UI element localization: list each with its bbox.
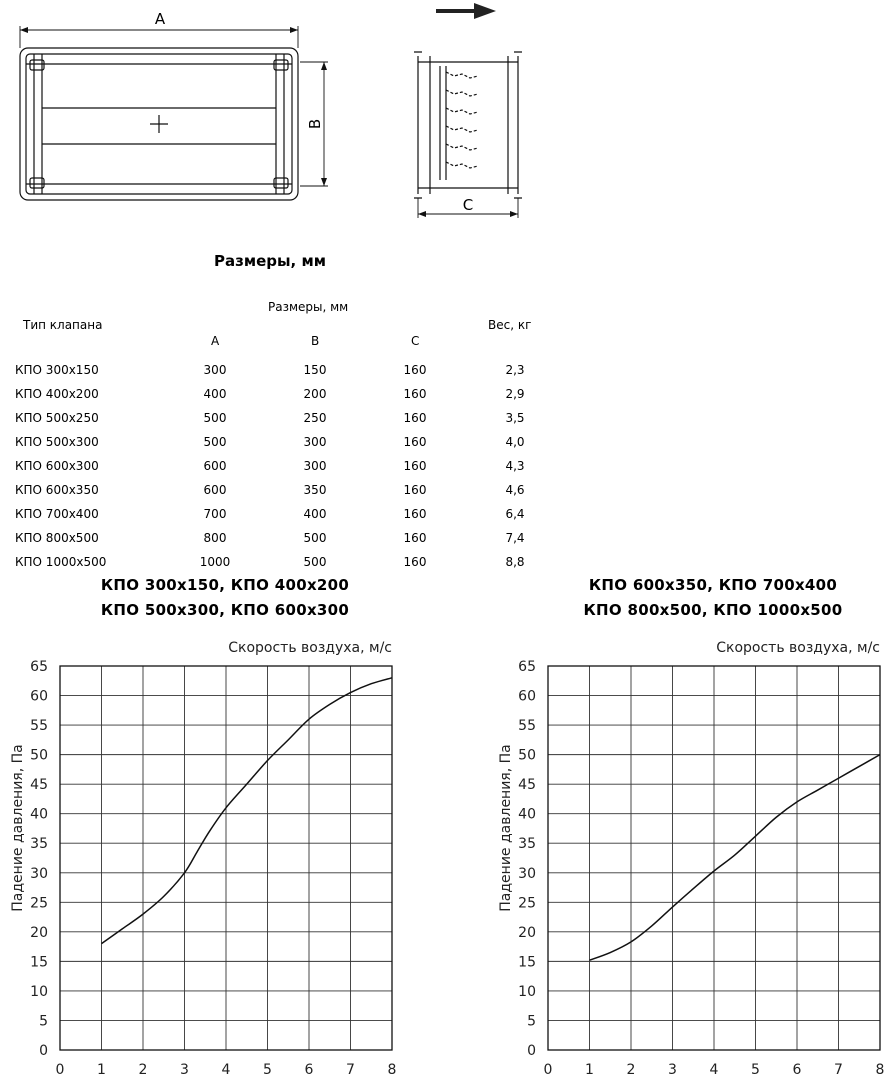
x-tick-label: 3 [180,1062,189,1078]
chart-left-title-line2: КПО 500x300, КПО 600x300 [100,601,350,619]
pressure-chart-left [0,630,410,1086]
cell-b: 300 [303,459,327,473]
cell-type: КПО 500x250 [15,411,99,425]
cell-b: 500 [303,531,327,545]
cell-weight: 2,3 [505,363,525,377]
cell-a: 500 [203,435,227,449]
cell-c: 160 [403,459,427,473]
header-group: Размеры, мм [268,300,349,314]
x-tick-label: 1 [97,1062,106,1078]
x-tick-label: 8 [875,1062,885,1078]
y-tick-label: 10 [30,983,48,1000]
cell-c: 160 [403,483,427,497]
dim-label-c: C [462,196,474,214]
cell-a: 500 [203,411,227,425]
chart-right-title-line2: КПО 800x500, КПО 1000x500 [583,601,843,619]
cell-weight: 6,4 [505,507,525,521]
cell-weight: 4,6 [505,483,525,497]
x-axis-label: Скорость воздуха, м/с [716,640,880,656]
y-tick-label: 60 [518,688,536,705]
x-tick-label: 6 [304,1062,314,1078]
cell-weight: 4,0 [505,435,525,449]
y-tick-label: 40 [30,806,48,823]
y-tick-label: 40 [518,806,536,823]
header-b: B [311,334,320,348]
y-tick-label: 20 [30,924,48,941]
y-tick-label: 0 [527,1043,536,1059]
dim-label-a: A [154,10,166,28]
cell-weight: 7,4 [505,531,525,545]
cell-weight: 3,5 [505,411,525,425]
header-c: C [411,334,420,348]
x-tick-label: 8 [387,1062,397,1078]
x-tick-label: 2 [138,1062,148,1078]
cell-type: КПО 800x500 [15,531,99,545]
cell-b: 400 [303,507,327,521]
cell-a: 700 [203,507,227,521]
dimensions-title: Размеры, мм [213,252,326,270]
cell-c: 160 [403,531,427,545]
x-tick-label: 7 [834,1062,843,1078]
y-tick-label: 10 [518,983,536,1000]
y-tick-label: 5 [527,1013,536,1030]
y-tick-label: 65 [30,659,48,675]
y-tick-label: 55 [30,718,48,735]
x-tick-label: 6 [792,1062,802,1078]
cell-type: КПО 600x350 [15,483,99,497]
cell-type: КПО 400x200 [15,387,99,401]
cell-weight: 4,3 [505,459,525,473]
cell-type: КПО 500x300 [15,435,99,449]
cell-c: 160 [403,507,427,521]
cell-type: КПО 300x150 [15,363,99,377]
x-tick-label: 2 [626,1062,636,1078]
cell-b: 350 [303,483,327,497]
y-tick-label: 25 [30,895,48,912]
y-tick-label: 20 [518,924,536,941]
y-axis-label: Падение давления, Па [498,744,514,912]
cell-a: 800 [203,531,227,545]
cell-a: 300 [203,363,227,377]
y-tick-label: 55 [518,718,536,735]
y-tick-label: 50 [30,747,48,764]
x-tick-label: 0 [55,1062,65,1078]
y-tick-label: 35 [30,836,48,853]
x-tick-label: 4 [709,1062,719,1078]
cell-b: 200 [303,387,327,401]
cell-c: 160 [403,411,427,425]
x-tick-label: 3 [668,1062,677,1078]
x-tick-label: 5 [751,1062,760,1078]
cell-c: 160 [403,363,427,377]
x-tick-label: 0 [543,1062,553,1078]
chart-left-title-line1: КПО 300x150, КПО 400x200 [100,576,350,594]
cell-b: 150 [303,363,327,377]
pressure-curve [590,755,881,961]
y-tick-label: 65 [518,659,536,675]
y-tick-label: 15 [30,954,48,971]
y-tick-label: 5 [39,1013,48,1030]
y-tick-label: 60 [30,688,48,705]
cell-c: 160 [403,555,427,569]
y-axis-label: Падение давления, Па [10,744,26,912]
cell-b: 500 [303,555,327,569]
y-tick-label: 45 [30,777,48,794]
cell-c: 160 [403,387,427,401]
x-axis-label: Скорость воздуха, м/с [228,640,392,656]
cell-type: КПО 700x400 [15,507,99,521]
cell-a: 600 [203,483,227,497]
x-tick-label: 7 [346,1062,355,1078]
cell-c: 160 [403,435,427,449]
cell-b: 250 [303,411,327,425]
y-tick-label: 25 [518,895,536,912]
dim-label-b: B [306,118,324,130]
y-tick-label: 30 [30,865,48,882]
cell-weight: 8,8 [505,555,525,569]
header-weight: Вес, кг [488,318,532,332]
x-tick-label: 1 [585,1062,594,1078]
header-a: A [211,334,220,348]
header-type: Тип клапана [23,318,103,332]
cell-a: 600 [203,459,227,473]
y-tick-label: 35 [518,836,536,853]
x-tick-label: 4 [221,1062,231,1078]
cell-type: КПО 600x300 [15,459,99,473]
cell-type: КПО 1000x500 [15,555,107,569]
chart-right-title-line1: КПО 600x350, КПО 700x400 [588,576,838,594]
y-tick-label: 45 [518,777,536,794]
cell-b: 300 [303,435,327,449]
cell-a: 1000 [199,555,231,569]
y-tick-label: 30 [518,865,536,882]
x-tick-label: 5 [263,1062,272,1078]
arrow-right-icon [436,3,496,19]
pressure-chart-right [488,630,889,1086]
cell-a: 400 [203,387,227,401]
y-tick-label: 50 [518,747,536,764]
cell-weight: 2,9 [505,387,525,401]
y-tick-label: 15 [518,954,536,971]
y-tick-label: 0 [39,1043,48,1059]
damper-drawing [0,0,560,230]
pressure-curve [102,678,393,944]
